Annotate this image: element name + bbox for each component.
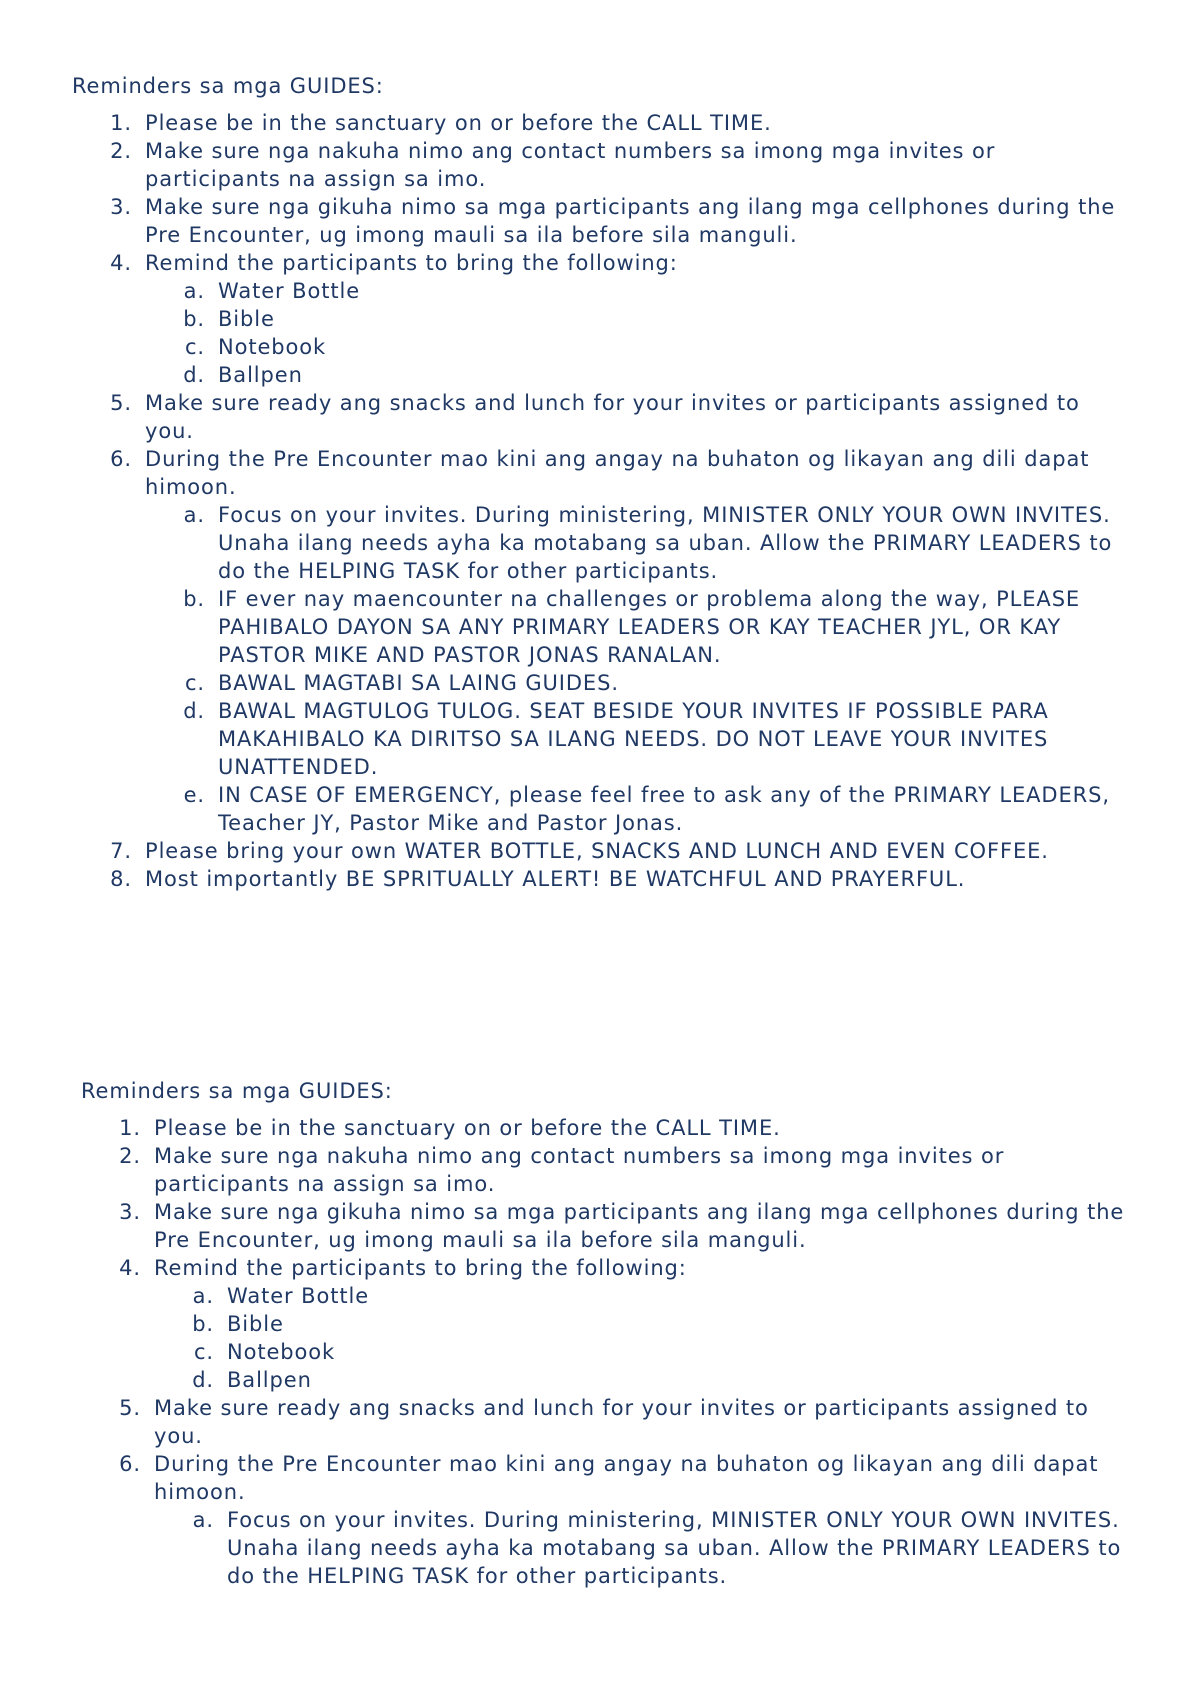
- list-item: 1. Please be in the sanctuary on or before the CALL TIME.: [119, 1116, 781, 1140]
- sub-list: [154, 1506, 1141, 1590]
- list-item: 3. Make sure nga gikuha nimo sa mga participants ang ilang mga cellphones during the Pre Encounter, ug imong mauli sa ila before sila manguli.: [119, 1200, 1125, 1252]
- list-item: 2. Make sure nga nakuha nimo ang contact numbers sa imong mga invites or participants na assign sa imo.: [110, 139, 996, 191]
- list-item: 1. Please be in the sanctuary on or before the CALL TIME.: [110, 111, 772, 135]
- list-item: 7. Please bring your own WATER BOTTLE, SNACKS AND LUNCH AND EVEN COFFEE.: [110, 839, 1049, 863]
- sub-list-item: b. IF ever nay maencounter na challenges or problema along the way, PLEASE PAHIBALO DAYON SA ANY PRIMARY LEADERS OR KAY TEACHER JYL, OR KAY PASTOR MIKE AND PASTOR JONAS RANALAN.: [183, 587, 1081, 667]
- reminders-list: [81, 1114, 1141, 1590]
- list-item: 3. Make sure nga gikuha nimo sa mga participants ang ilang mga cellphones during the Pre Encounter, ug imong mauli sa ila before sila manguli.: [110, 195, 1116, 247]
- reminders-section: [72, 72, 1132, 893]
- sub-list-item: a. Water Bottle: [192, 1284, 370, 1308]
- list-item: 2. Make sure nga nakuha nimo ang contact numbers sa imong mga invites or participants na assign sa imo.: [119, 1144, 1005, 1196]
- sub-list-item: c. Notebook: [193, 1340, 336, 1364]
- sub-list-item: c. Notebook: [184, 335, 327, 359]
- reminders-section-repeat: [81, 1077, 1141, 1590]
- reminders-list: [72, 109, 1132, 893]
- sub-list-item: a. Focus on your invites. During ministering, MINISTER ONLY YOUR OWN INVITES. Unaha ilang needs ayha ka motabang sa uban. Allow the PRIMARY LEADERS to do the HELPING TASK for other participants.: [183, 503, 1113, 583]
- list-item: 4. Remind the participants to bring the following: a. Water Bottle b. Bible c. Notebook d. Ballpen: [81, 1254, 1141, 1394]
- sub-list-item: d. BAWAL MAGTULOG TULOG. SEAT BESIDE YOUR INVITES IF POSSIBLE PARA MAKAHIBALO KA DIRITSO SA ILANG NEEDS. DO NOT LEAVE YOUR INVITES UNATTENDED.: [183, 699, 1049, 779]
- sub-list-item: e. IN CASE OF EMERGENCY, please feel free to ask any of the PRIMARY LEADERS, Teacher JY, Pastor Mike and Pastor Jonas.: [183, 783, 1110, 835]
- list-item: 6. During the Pre Encounter mao kini ang angay na buhaton og likayan ang dili dapat himoon. a. Focus on your invites. During ministering, MINISTER ONLY YOUR OWN INVITES. Unaha ilang needs ayha ka motabang sa uban. Allow the PRIMARY LEADERS to do the HELPING TASK for other participants.: [81, 1450, 1141, 1590]
- sub-list: [145, 277, 1132, 389]
- section-heading: Reminders sa mga GUIDES:: [81, 1079, 393, 1103]
- list-item: 5. Make sure ready ang snacks and lunch for your invites or participants assigned to you.: [119, 1396, 1089, 1448]
- sub-list-item: b. Bible: [192, 1312, 284, 1336]
- sub-list-item: d. Ballpen: [183, 363, 303, 387]
- sub-list: [145, 501, 1132, 837]
- sub-list-item: b. Bible: [183, 307, 275, 331]
- sub-list: [154, 1282, 1141, 1394]
- list-item: 4. Remind the participants to bring the following: a. Water Bottle b. Bible c. Notebook d. Ballpen: [72, 249, 1132, 389]
- sub-list-item: a. Water Bottle: [183, 279, 361, 303]
- sub-list-item: d. Ballpen: [192, 1368, 312, 1392]
- list-item: 6. During the Pre Encounter mao kini ang angay na buhaton og likayan ang dili dapat himoon. a. Focus on your invites. During ministering, MINISTER ONLY YOUR OWN INVITES. Unaha ilang needs ayha ka motabang sa uban. Allow the PRIMARY LEADERS to do the HELPING TASK for other participants. b. IF ever nay maencounter na challenges or problema along the way, PLEASE PAHIBALO DAYON SA ANY PRIMARY LEADERS OR KAY TEACHER JYL, OR KAY PASTOR MIKE AND PASTOR JONAS RANALAN. c. BAWAL MAGTABI SA LAING GUIDES. d. BAWAL MAGTULOG TULOG. SEAT BESIDE YOUR INVITES IF POSSIBLE PARA MAKAHIBALO KA DIRITSO SA ILANG NEEDS. DO NOT LEAVE YOUR INVITES UNATTENDED. e. IN CASE OF EMERGENCY, please feel free to ask any of the PRIMARY LEADERS, Teacher JY, Pastor Mike and Pastor Jonas.: [72, 445, 1132, 837]
- section-heading: Reminders sa mga GUIDES:: [72, 74, 384, 98]
- sub-list-item: a. Focus on your invites. During ministering, MINISTER ONLY YOUR OWN INVITES. Unaha ilang needs ayha ka motabang sa uban. Allow the PRIMARY LEADERS to do the HELPING TASK for other participants.: [192, 1508, 1122, 1588]
- sub-list-item: c. BAWAL MAGTABI SA LAING GUIDES.: [184, 671, 619, 695]
- list-item: 5. Make sure ready ang snacks and lunch for your invites or participants assigned to you.: [110, 391, 1080, 443]
- list-item: 8. Most importantly BE SPRITUALLY ALERT! BE WATCHFUL AND PRAYERFUL.: [110, 867, 966, 891]
